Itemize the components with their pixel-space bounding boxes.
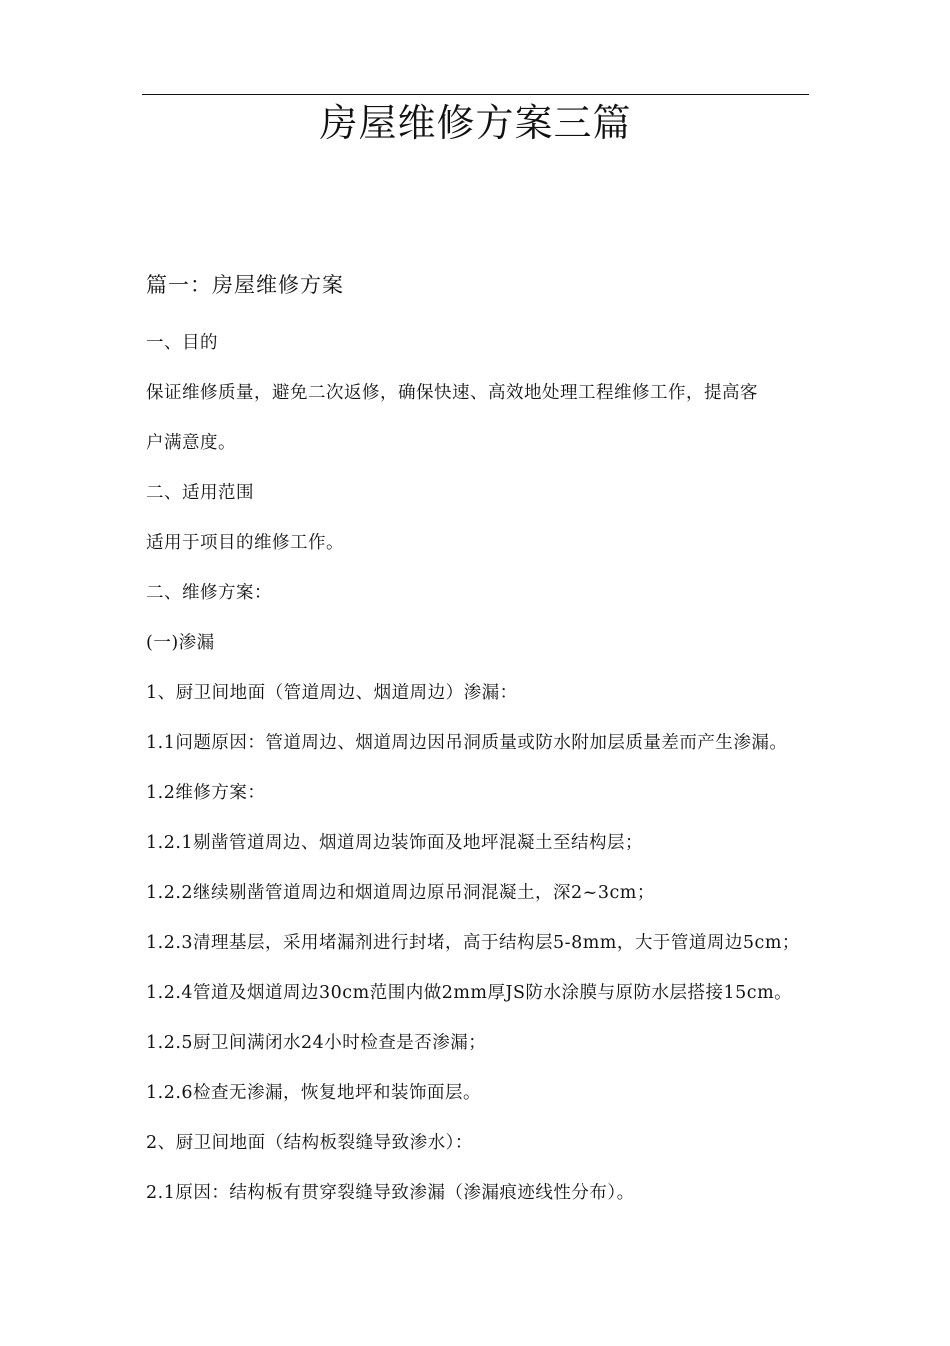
list-item: 1.2.4管道及烟道周边30cm范围内做2mm厚JS防水涂膜与原防水层搭接15cm。	[146, 983, 793, 1003]
section-title: 篇一：房屋维修方案	[146, 273, 344, 297]
header-rule	[142, 94, 809, 95]
list-item: 1.2.6检查无渗漏，恢复地坪和装饰面层。	[146, 1083, 482, 1103]
list-item: 1.2.2继续剔凿管道周边和烟道周边原吊洞混凝土，深2~3cm；	[146, 883, 655, 903]
document-title: 房屋维修方案三篇	[319, 101, 632, 145]
list-item: 1.2.1剔凿管道周边、烟道周边装饰面及地坪混凝土至结构层；	[146, 833, 644, 853]
list-item: 1.2.3清理基层，采用堵漏剂进行封堵，高于结构层5-8mm，大于管道周边5cm；	[146, 933, 800, 953]
list-item: 1、厨卫间地面（管道周边、烟道周边）渗漏：	[146, 683, 518, 703]
heading-purpose: 一、目的	[146, 333, 218, 353]
list-item: 1.2维修方案：	[146, 783, 266, 803]
paragraph-line: 保证维修质量，避免二次返修，确保快速、高效地处理工程维修工作，提高客	[146, 383, 758, 403]
list-item: 1.1问题原因：管道周边、烟道周边因吊洞质量或防水附加层质量差而产生渗漏。	[146, 733, 788, 753]
paragraph-line: 户满意度。	[146, 433, 236, 453]
list-item: 2.1原因：结构板有贯穿裂缝导致渗漏（渗漏痕迹线性分布）。	[146, 1183, 635, 1203]
paragraph-line: 适用于项目的维修工作。	[146, 533, 344, 553]
list-item: 1.2.5厨卫间满闭水24小时检查是否渗漏；	[146, 1033, 487, 1053]
subheading-leakage: (一)渗漏	[146, 633, 215, 653]
heading-scope: 二、适用范围	[146, 483, 254, 503]
heading-plan: 二、维修方案：	[146, 583, 272, 603]
list-item: 2、厨卫间地面（结构板裂缝导致渗水）：	[146, 1133, 473, 1153]
